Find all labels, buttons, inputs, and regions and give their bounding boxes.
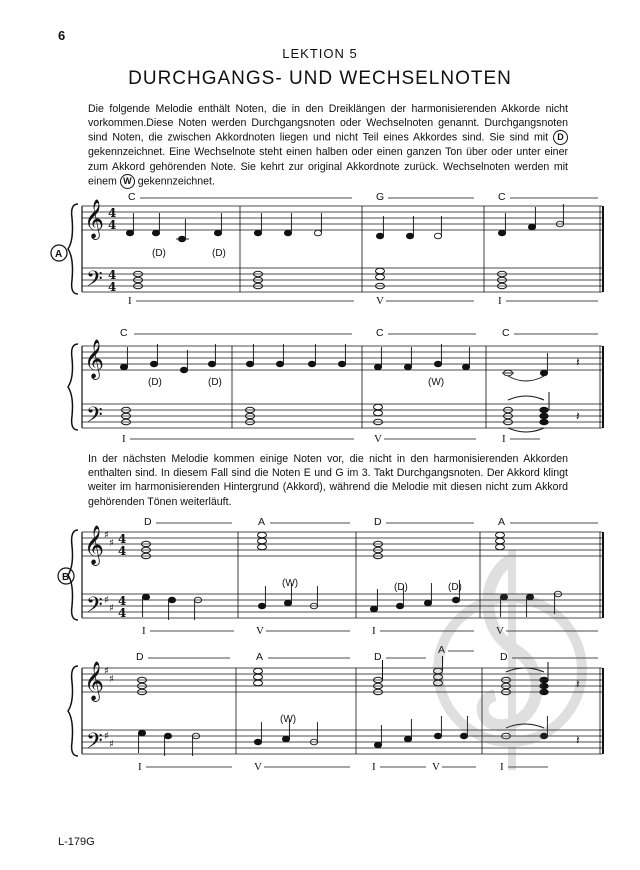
roman-numeral: V: [376, 295, 384, 307]
time-sig-bottom-bass: 4: [118, 606, 127, 620]
intro-text-3: gekennzeichnet.: [137, 175, 215, 188]
page-title: DURCHGANGS- UND WECHSELNOTEN: [128, 68, 512, 89]
chord-symbol: D: [144, 516, 152, 528]
roman-numeral: I: [502, 433, 506, 445]
example-a-label: A: [55, 249, 63, 260]
treble-clef-icon: 𝄞: [84, 661, 105, 701]
chord-symbol: C: [376, 327, 384, 339]
passing-note-mark: (D): [394, 582, 408, 593]
roman-numeral: V: [496, 625, 504, 637]
chord-line-2: [120, 327, 598, 339]
svg-text:𝄽: 𝄽: [576, 733, 580, 747]
roman-numerals-1: [128, 295, 598, 307]
treble-clef-icon: 𝄞: [84, 525, 105, 565]
roman-numeral: V: [254, 761, 262, 773]
sharp-icon: ♯: [104, 731, 109, 742]
chord-symbol: D: [136, 651, 144, 663]
sharp-icon: ♯: [109, 603, 114, 614]
time-sig-bottom: 4: [118, 544, 127, 558]
time-sig-top-bass: 4: [118, 594, 127, 608]
bass-chords-2: [122, 392, 581, 432]
roman-numeral: I: [138, 761, 142, 773]
system-1: [68, 204, 603, 294]
roman-numeral: I: [142, 625, 146, 637]
chord-symbol: A: [438, 644, 446, 656]
chord-line-1: [128, 191, 598, 203]
intro-text-2: gekennzeichnet. Eine Wechselnote steht einen halben oder einen ganzen Ton über oder unter einer zum Akkord gehörenden Note. Sie kehrt zur original Akkordnote zurück. Wechselnoten werden mit einem: [88, 146, 568, 188]
passing-note-mark: (D): [152, 248, 166, 259]
bass-clef-icon: 𝄢: [86, 593, 103, 623]
svg-text:𝄽: 𝄽: [576, 677, 580, 691]
time-sig-top: 4: [108, 206, 117, 220]
roman-numerals-2: [122, 433, 540, 445]
chord-symbol: D: [374, 651, 382, 663]
chord-symbol: C: [128, 191, 136, 203]
time-sig-bottom: 4: [108, 218, 117, 232]
chord-symbol: A: [258, 516, 266, 528]
sharp-icon: ♯: [109, 739, 114, 750]
chord-line-3: [144, 516, 598, 528]
passing-note-mark: (D): [448, 582, 462, 593]
roman-numeral: I: [122, 433, 126, 445]
chord-symbol: D: [374, 516, 382, 528]
chord-symbol: G: [376, 191, 385, 203]
neighbor-note-mark: (W): [280, 714, 297, 725]
neighbor-note-mark: (W): [428, 377, 445, 388]
sharp-icon: ♯: [109, 674, 114, 685]
chord-symbol: C: [498, 191, 506, 203]
melody-notes-2: [120, 344, 580, 381]
sharp-icon: ♯: [104, 595, 109, 606]
bass-clef-icon: 𝄢: [86, 729, 103, 759]
neighbor-note-mark: (W): [282, 578, 299, 589]
melody-notes-1: [126, 204, 563, 242]
bass-clef-icon: 𝄢: [86, 267, 103, 297]
footer-code: L-179G: [58, 836, 95, 848]
bass-clef-icon: 𝄢: [86, 403, 103, 433]
treble-clef-icon: 𝄞: [84, 199, 105, 239]
roman-numeral: I: [500, 761, 504, 773]
roman-numeral: V: [374, 433, 382, 445]
passing-note-mark: (D): [208, 377, 222, 388]
time-sig-top-bass: 4: [108, 268, 117, 282]
chord-symbol: A: [498, 516, 506, 528]
svg-text:𝄽: 𝄽: [576, 409, 580, 423]
roman-numeral: V: [256, 625, 264, 637]
roman-numeral: V: [432, 761, 440, 773]
page-number: 6: [58, 28, 66, 43]
roman-numeral: I: [128, 295, 132, 307]
bass-staff: [82, 268, 602, 292]
passing-note-mark: (D): [212, 248, 226, 259]
watermark-emblem: [420, 540, 600, 780]
example-b-label: B: [62, 572, 70, 583]
chord-symbol: C: [502, 327, 510, 339]
second-paragraph: In der nächsten Melodie kommen einige Noten vor, die nicht in den harmonisierenden Akkorden enthalten sind. In diesem Fall sind die Noten E und G im 3. Takt Durchgangsnoten. Der Akkord klingt weiter im harmonisierenden Hintergrund (Akkord), während die Melodie mit diesen nicht zum Akkord gehörenden Tönen weiterläuft.: [88, 453, 568, 508]
svg-text:𝄽: 𝄽: [576, 355, 580, 369]
roman-numeral: I: [498, 295, 502, 307]
lesson-heading: LEKTION 5: [282, 46, 358, 61]
time-sig-top: 4: [118, 532, 127, 546]
sharp-icon: ♯: [104, 666, 109, 677]
sharp-icon: ♯: [104, 530, 109, 541]
passing-note-mark: (D): [148, 377, 162, 388]
chord-symbol: A: [256, 651, 264, 663]
chord-symbol: C: [120, 327, 128, 339]
treble-staff: [82, 206, 602, 230]
chord-symbol: D: [500, 651, 508, 663]
sharp-icon: ♯: [109, 538, 114, 549]
time-sig-bottom-bass: 4: [108, 280, 117, 294]
neighbor-note-symbol: W: [120, 174, 135, 189]
roman-numeral: I: [372, 625, 376, 637]
passing-note-symbol: D: [553, 130, 568, 145]
treble-clef-icon: 𝄞: [84, 339, 105, 379]
roman-numeral: I: [372, 761, 376, 773]
intro-text-1: Die folgende Melodie enthält Noten, die in den Dreiklängen der harmonisierenden Akkorde nicht vorkommen.Diese Noten werden Durchgangsnoten oder Wechselnoten genannt. Durchgangsnoten sind Noten, die zwischen Akkordnoten liegen und nicht Teil eines Akkordes sind. Sie sind mit: [88, 103, 568, 144]
